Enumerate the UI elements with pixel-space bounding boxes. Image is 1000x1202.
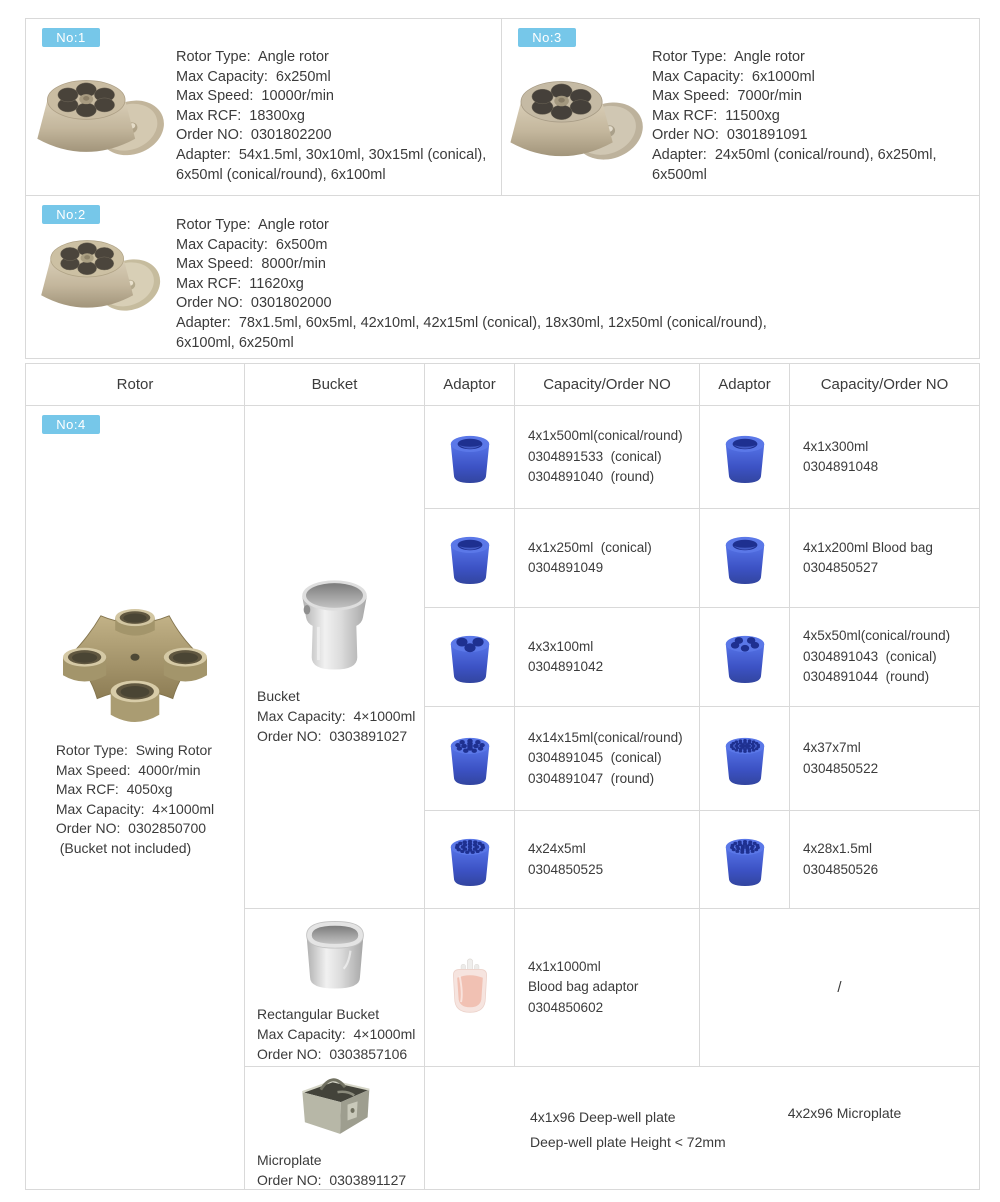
capacity-line: 0304891049 xyxy=(528,560,604,575)
empty-cell: / xyxy=(700,909,979,1067)
spec-line: Rotor Type: Angle rotor xyxy=(652,49,805,65)
adaptor-37hole-icon xyxy=(700,707,790,811)
spec-line: Max Capacity: 4×1000ml xyxy=(257,708,416,724)
adaptor-1hole-icon xyxy=(425,509,515,608)
spec-line: Rotor Type: Swing Rotor xyxy=(55,742,212,758)
capacity-cell xyxy=(515,707,700,811)
adaptor-1hole-icon xyxy=(700,406,790,509)
spec-line: Max Speed: 8000r/min xyxy=(176,256,326,273)
capacity-cell xyxy=(790,608,979,707)
header-capacity-1: Capacity/Order NO xyxy=(515,364,700,406)
product-badge-no3: No:3 xyxy=(518,28,576,47)
capacity-line: 4x37x7ml xyxy=(803,740,861,755)
capacity-cell xyxy=(515,608,700,707)
spec-line: Order NO: 0301802200 xyxy=(176,127,332,144)
header-adaptor-2: Adaptor xyxy=(700,364,790,406)
header-capacity-2: Capacity/Order NO xyxy=(790,364,979,406)
capacity-line: 4x1x200ml Blood bag xyxy=(803,539,933,555)
spec-line: Adapter: 24x50ml (conical/round), 6x250ml, xyxy=(652,146,937,163)
capacity-line: 4x1x1000ml xyxy=(528,958,601,974)
product-badge-no2: No:2 xyxy=(42,205,100,224)
capacity-cell xyxy=(790,509,979,608)
spec-line: 6x100ml, 6x250ml xyxy=(176,334,294,351)
rectangular-bucket-image xyxy=(292,912,378,998)
adaptor-1hole-icon xyxy=(700,509,790,608)
capacity-line: Deep-well plate Height < 72mm xyxy=(530,1134,726,1150)
microplate-capacity-cell xyxy=(425,1067,979,1190)
capacity-line: 4x5x50ml(conical/round) xyxy=(803,628,951,644)
product-badge-no1: No:1 xyxy=(42,28,100,47)
product-card-no2 xyxy=(26,196,979,358)
spec-line: Order NO: 0303891127 xyxy=(257,1172,407,1188)
capacity-cell xyxy=(790,811,979,909)
capacity-line: 4x1x300ml xyxy=(803,438,869,454)
spec-line: Bucket xyxy=(257,688,300,704)
product-badge-no4: No:4 xyxy=(42,415,100,434)
capacity-line: 0304891048 xyxy=(803,459,879,474)
spec-line: (Bucket not included) xyxy=(55,839,192,856)
adaptor-24hole-icon xyxy=(425,811,515,909)
capacity-line: Blood bag adaptor xyxy=(528,979,639,995)
spec-line: Max Capacity: 6x500m xyxy=(176,236,328,253)
capacity-line: 4x3x100ml xyxy=(528,638,594,654)
bucket-specs xyxy=(245,1004,424,1064)
spec-line: Max RCF: 11500xg xyxy=(652,107,780,124)
capacity-line: 0304850602 xyxy=(528,999,604,1015)
capacity-cell xyxy=(515,509,700,608)
spec-line: Adapter: 54x1.5ml, 30x10ml, 30x15ml (conical), xyxy=(176,146,487,163)
capacity-cell xyxy=(515,811,700,909)
adaptor-1hole-icon xyxy=(425,406,515,509)
spec-line: Max Capacity: 6x1000ml xyxy=(652,68,815,85)
info-top-row xyxy=(26,19,979,196)
capacity-line: 0304891047 (round) xyxy=(528,770,655,786)
product-specs xyxy=(176,48,501,195)
spec-line: Max RCF: 4050xg xyxy=(55,781,173,797)
capacity-line: 0304850525 xyxy=(528,861,604,877)
spec-line: Microplate xyxy=(257,1152,322,1168)
rectangular-bucket-cell xyxy=(245,909,425,1067)
capacity-line: 0304891045 (conical) xyxy=(528,750,662,766)
adaptor-14hole-icon xyxy=(425,707,515,811)
capacity-line: 0304891043 (conical) xyxy=(803,648,937,664)
spec-line: Max RCF: 11620xg xyxy=(176,275,304,292)
capacity-line: 0304850527 xyxy=(803,560,879,575)
capacity-line: 0304891042 xyxy=(528,659,604,674)
deep-well-plate-info xyxy=(530,1105,726,1155)
rotor-info-box xyxy=(25,18,980,359)
capacity-line: 4x1x96 Deep-well plate xyxy=(530,1109,676,1125)
bucket-specs xyxy=(245,686,424,746)
product-specs xyxy=(652,48,979,195)
bucket-specs xyxy=(245,1150,424,1190)
capacity-line: 0304850522 xyxy=(803,760,879,776)
spec-line: Order NO: 0303857106 xyxy=(257,1045,408,1062)
capacity-line: 0304891533 (conical) xyxy=(528,448,662,464)
spec-line: Order NO: 0303891027 xyxy=(257,728,408,744)
product-body xyxy=(26,196,979,358)
capacity-line: 4x24x5ml xyxy=(528,841,586,856)
product-card-no1 xyxy=(26,19,502,195)
capacity-cell xyxy=(790,707,979,811)
spec-line: Rotor Type: Angle rotor xyxy=(176,217,329,233)
microplate-bucket-cell xyxy=(245,1067,425,1190)
header-bucket: Bucket xyxy=(245,364,425,406)
capacity-cell xyxy=(790,406,979,509)
adaptor-5hole-icon xyxy=(700,608,790,707)
header-adaptor-1: Adaptor xyxy=(425,364,515,406)
spec-line: Adapter: 78x1.5ml, 60x5ml, 42x10ml, 42x15ml (conical), 18x30ml, 12x50ml (conical/round), xyxy=(176,314,767,331)
spec-line: Rectangular Bucket xyxy=(257,1005,380,1022)
spec-line: Order NO: 0301802000 xyxy=(176,295,332,312)
spec-line: Max Speed: 10000r/min xyxy=(176,88,334,105)
bucket-cell xyxy=(245,406,425,909)
capacity-line: 0304850526 xyxy=(803,861,879,877)
rotor-specs xyxy=(56,741,214,858)
capacity-line: 4x1x500ml(conical/round) xyxy=(528,428,683,444)
spec-line: Max Capacity: 4×1000ml xyxy=(55,800,215,817)
adaptor-28hole-icon xyxy=(700,811,790,909)
swing-rotor-image xyxy=(45,578,225,731)
spec-line: Rotor Type: Angle rotor xyxy=(176,49,329,65)
spec-line: Max RCF: 18300xg xyxy=(176,107,305,124)
spec-line: 6x50ml (conical/round), 6x100ml xyxy=(176,166,386,183)
capacity-cell xyxy=(515,909,700,1067)
adaptor-3hole-icon xyxy=(425,608,515,707)
round-bucket-image xyxy=(287,568,382,680)
spec-line: Order NO: 0301891091 xyxy=(652,127,808,144)
spec-line: Max Speed: 7000r/min xyxy=(652,88,802,105)
capacity-line: 0304891040 (round) xyxy=(528,469,655,485)
microplate-info: 4x2x96 Microplate xyxy=(787,1105,902,1121)
rotor-cell xyxy=(26,406,245,1190)
product-card-no3 xyxy=(502,19,979,195)
capacity-line: 4x1x250ml (conical) xyxy=(528,539,652,555)
blood-bag-adaptor-image xyxy=(425,909,515,1067)
product-specs xyxy=(176,216,979,358)
capacity-cell xyxy=(515,406,700,509)
spec-line: 6x500ml xyxy=(652,166,707,183)
spec-line: Order NO: 0302850700 xyxy=(55,820,207,836)
microplate-bucket-image xyxy=(289,1067,381,1144)
header-rotor: Rotor xyxy=(26,364,245,406)
capacity-line: 0304891044 (round) xyxy=(803,669,930,685)
spec-line: Max Capacity: 6x250ml xyxy=(176,68,331,85)
capacity-line: 4x28x1.5ml xyxy=(803,841,873,856)
rotor-spec-table xyxy=(25,363,980,1190)
capacity-line: 4x14x15ml(conical/round) xyxy=(528,729,683,745)
spec-line: Max Speed: 4000r/min xyxy=(55,761,201,778)
spec-line: Max Capacity: 4×1000ml xyxy=(257,1025,416,1042)
